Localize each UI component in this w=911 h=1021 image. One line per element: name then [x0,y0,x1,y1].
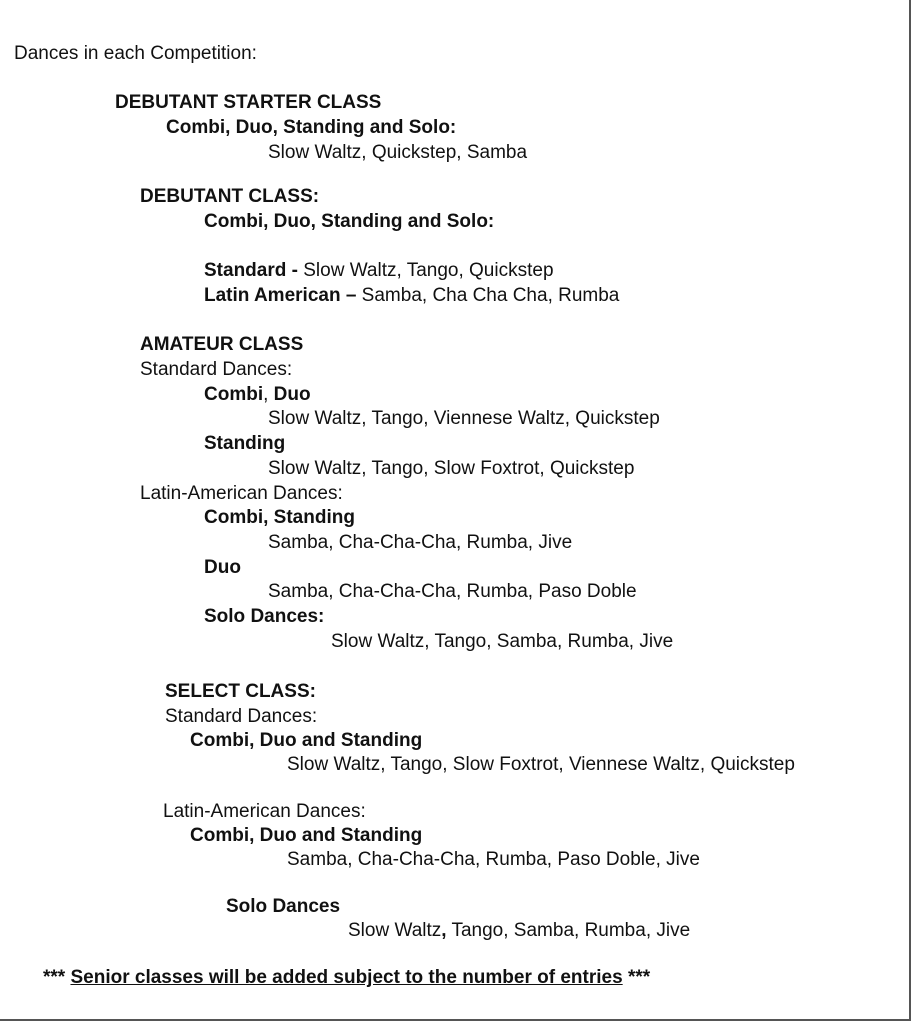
select-latin-heading: Latin-American Dances: [163,801,366,822]
amateur-latin-combi-label: Combi, Standing [204,507,355,528]
amateur-combi-line [204,384,311,406]
amateur-standard-heading: Standard Dances: [140,359,293,380]
select-standard-heading: Standard Dances: [165,706,318,727]
intro-text: Dances in each Competition: [14,43,257,64]
debutant-latin-line [204,285,619,307]
amateur-standing-label: Standing [204,433,286,454]
debutant-starter-category: Combi, Duo, Standing and Solo: [166,117,457,138]
select-solo-dances-first: Slow Waltz [348,920,442,941]
debutant-latin-label: Latin American – [204,285,357,306]
amateur-solo-label: Solo Dances: [204,606,325,627]
debutant-category: Combi, Duo, Standing and Solo: [204,211,495,232]
amateur-duo-label: Duo [273,384,311,405]
amateur-combi-dances: Slow Waltz, Tango, Viennese Waltz, Quickstep [268,408,660,429]
amateur-latin-duo-dances: Samba, Cha-Cha-Cha, Rumba, Paso Doble [268,581,637,602]
debutant-standard-line [204,260,554,282]
stars-right: *** [622,967,651,988]
select-title: SELECT CLASS: [165,681,316,702]
select-solo-label: Solo Dances [226,896,341,917]
amateur-latin-heading: Latin-American Dances: [140,483,343,504]
amateur-solo-dances: Slow Waltz, Tango, Samba, Rumba, Jive [331,631,674,652]
debutant-standard-dances: Slow Waltz, Tango, Quickstep [297,260,554,281]
debutant-standard-label: Standard - [204,260,298,281]
debutant-latin-dances: Samba, Cha Cha Cha, Rumba [356,285,620,306]
select-latin-category: Combi, Duo and Standing [190,825,423,846]
select-standard-category: Combi, Duo and Standing [190,730,423,751]
amateur-combi-label: Combi [204,384,264,405]
amateur-standing-dances: Slow Waltz, Tango, Slow Foxtrot, Quickstep [268,458,635,479]
senior-classes-note [43,967,650,989]
stars-left: *** [43,967,71,988]
amateur-title: AMATEUR CLASS [140,334,304,355]
debutant-title: DEBUTANT CLASS: [140,186,320,207]
debutant-starter-title: DEBUTANT STARTER CLASS [115,92,382,113]
amateur-latin-combi-dances: Samba, Cha-Cha-Cha, Rumba, Jive [268,532,573,553]
select-latin-dances: Samba, Cha-Cha-Cha, Rumba, Paso Doble, Jive [287,849,700,870]
select-solo-dances-line [348,920,690,942]
amateur-latin-duo-label: Duo [204,557,241,578]
amateur-combi-separator: , [263,384,274,405]
select-solo-comma: , [441,920,447,941]
debutant-starter-dances: Slow Waltz, Quickstep, Samba [268,142,528,163]
select-standard-dances: Slow Waltz, Tango, Slow Foxtrot, Viennese Waltz, Quickstep [287,754,795,775]
select-solo-dances-rest: Tango, Samba, Rumba, Jive [446,920,691,941]
senior-classes-note-text: Senior classes will be added subject to the number of entries [70,967,623,988]
